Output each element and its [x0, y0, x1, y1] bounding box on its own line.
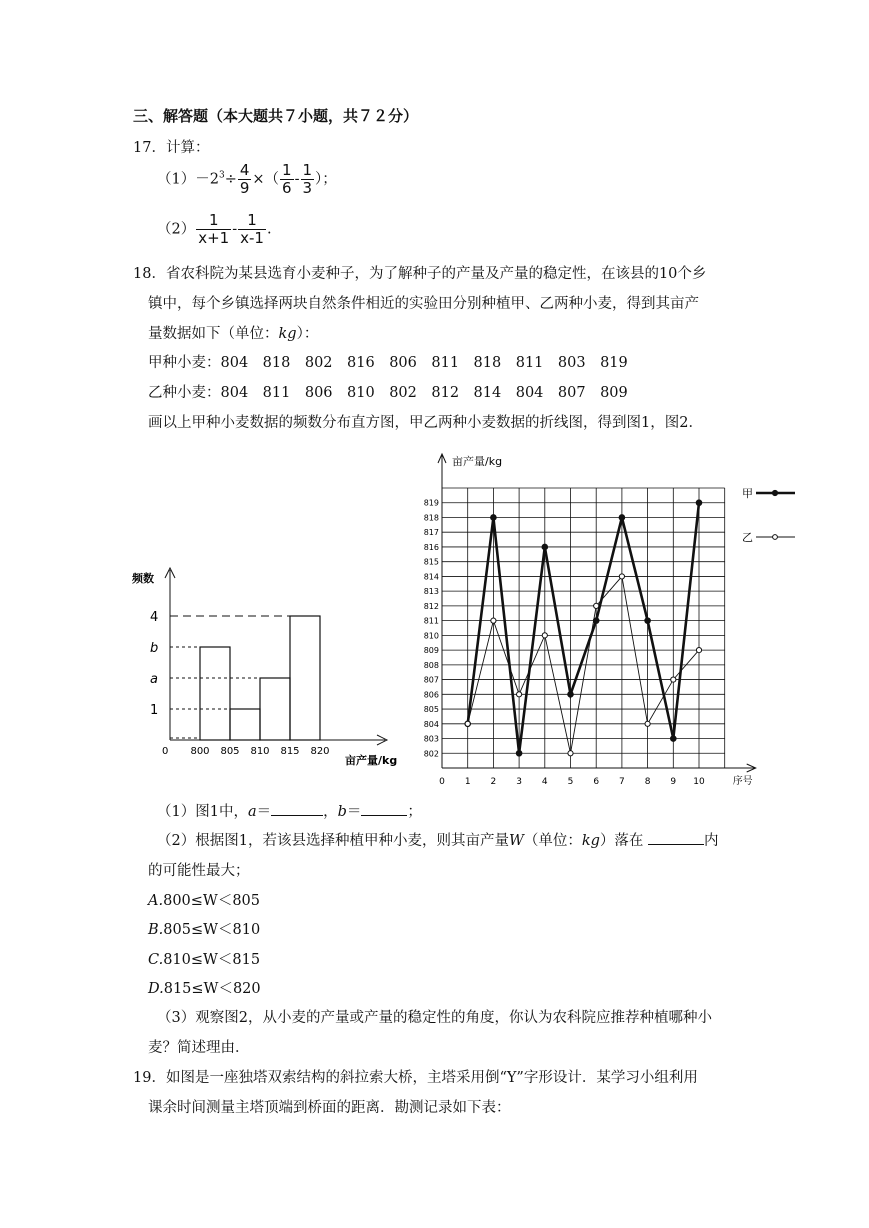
- y-tick-label: 816: [423, 542, 439, 552]
- y-tick-label: a: [150, 672, 158, 687]
- data-point-yi: [594, 603, 599, 608]
- series-line-jia: [468, 503, 699, 754]
- answer-blank-a[interactable]: [271, 814, 323, 816]
- y-tick-label: 809: [423, 646, 439, 656]
- y-tick-label: 815: [423, 557, 439, 567]
- histogram-bar: [290, 616, 320, 740]
- data-point-yi: [542, 633, 547, 638]
- option-b[interactable]: B.805≤W＜810: [148, 922, 261, 938]
- x-tick-label: 9: [670, 777, 677, 787]
- q17-p1-times: ×（: [252, 171, 280, 188]
- data-point-jia: [593, 618, 599, 624]
- data-point-jia: [516, 750, 522, 756]
- y-tick-label: 804: [423, 719, 439, 729]
- y-tick-label: b: [150, 641, 159, 656]
- y-tick-label: 808: [423, 660, 439, 670]
- option-d[interactable]: D.815≤W＜820: [148, 981, 261, 997]
- data-point-yi: [491, 618, 496, 623]
- q19-line2: 课余时间测量主塔顶端到桥面的距离．勘测记录如下表：: [148, 1100, 511, 1116]
- q17-part1: [157, 162, 337, 197]
- x-tick-label: 7: [619, 777, 625, 787]
- data-point-jia: [696, 500, 702, 506]
- y-tick-label: 805: [423, 705, 439, 715]
- q19-line1: 19．如图是一座独塔双索结构的斜拉索大桥，主塔采用倒“Y”字形设计．某学习小组利用: [133, 1070, 698, 1086]
- q17-p2-minus: -: [232, 221, 238, 238]
- q18-line2: 镇中，每个乡镇选择两块自然条件相近的实验田分别种植甲、乙两种小麦，得到其亩产: [148, 296, 699, 312]
- section-title: 三、解答题（本大题共７小题，共７２分）: [133, 107, 419, 125]
- x-axis-label: 序号: [732, 776, 753, 787]
- y-tick-label: 814: [423, 572, 439, 582]
- fraction-1-6: $\frac{1}{6}$: [282, 161, 292, 197]
- x-tick-label: 805: [220, 746, 240, 757]
- option-c[interactable]: C.810≤W＜815: [148, 952, 261, 968]
- data-point-yi: [619, 574, 624, 579]
- fraction-1-xminus1: $\frac{1}{x-1}$: [240, 211, 264, 247]
- data-point-jia: [542, 544, 548, 550]
- x-tick-label: 0: [162, 746, 169, 757]
- line-chart-figure-2: [420, 450, 805, 787]
- data-point-yi: [465, 721, 470, 726]
- data-point-jia: [491, 515, 497, 521]
- y-tick-label: 4: [150, 610, 159, 625]
- q18-sub3-line1: （3）观察图2，从小麦的产量或产量的稳定性的角度，你认为农科院应推荐种植哪种小: [157, 1010, 712, 1026]
- q18-line1: 18．省农科院为某县选育小麦种子，为了解种子的产量及产量的稳定性，在该县的10个乡: [133, 266, 707, 282]
- x-tick-label: 3: [516, 777, 522, 787]
- x-tick-label: 820: [310, 746, 330, 757]
- x-tick-label: 10: [693, 777, 705, 787]
- data-point-jia: [645, 618, 651, 624]
- fraction-4-9: $\frac{4}{9}$: [239, 161, 250, 197]
- data-point-jia: [568, 692, 574, 698]
- legend-label-jia: 甲: [742, 487, 753, 500]
- x-tick-label: 0: [439, 777, 445, 787]
- histogram-bar: [200, 647, 230, 740]
- q18-line3: 量数据如下（单位：kg）：: [148, 326, 319, 342]
- x-tick-label: 8: [644, 777, 651, 787]
- legend-marker-yi: [773, 535, 778, 540]
- q17-p2-end: .: [266, 221, 272, 238]
- fraction-1-xplus1: $\frac{1}{x+1}$: [198, 211, 230, 247]
- q17-p1-prefix: （1）－2: [157, 171, 219, 188]
- q17-p2-prefix: （2）: [157, 221, 196, 238]
- answer-blank-b[interactable]: [361, 814, 407, 816]
- q17-p1-end: ）；: [315, 171, 337, 188]
- q18-sub3-line2: 麦？简述理由．: [148, 1040, 250, 1056]
- x-tick-label: 800: [190, 746, 210, 757]
- q18-sub2: （2）根据图1，若该县选择种植甲种小麦，则其亩产量W（单位：kg）落在 内: [157, 833, 719, 849]
- x-tick-label: 4: [541, 777, 548, 787]
- y-tick-label: 803: [423, 734, 439, 744]
- y-axis-label: 频数: [132, 572, 154, 585]
- histogram-bar: [230, 709, 260, 740]
- x-tick-label: 2: [490, 777, 497, 787]
- q17-p1-div: ÷: [224, 171, 237, 188]
- y-tick-label: 811: [423, 616, 439, 626]
- data-point-yi: [696, 648, 701, 653]
- y-tick-label: 812: [423, 601, 439, 611]
- jia-data-line: 甲种小麦：804 818 802 816 806 811 818 811 803 819: [148, 355, 628, 371]
- y-tick-label: 806: [423, 690, 439, 700]
- data-point-yi: [517, 692, 522, 697]
- data-point-yi: [568, 751, 573, 756]
- y-tick-label: 802: [423, 749, 439, 759]
- y-tick-label: 813: [423, 587, 439, 597]
- yi-data-line: 乙种小麦：804 811 806 810 802 812 814 804 807 809: [148, 385, 628, 401]
- q17-p1-exp: 3: [218, 170, 225, 181]
- y-tick-label: 817: [423, 528, 439, 538]
- data-point-jia: [671, 736, 677, 742]
- y-tick-label: 819: [423, 498, 439, 508]
- x-tick-label: 1: [464, 777, 471, 787]
- q17-label: 17．计算：: [133, 140, 210, 156]
- x-tick-label: 6: [593, 777, 600, 787]
- y-axis-label: 亩产量/kg: [452, 455, 503, 468]
- x-axis-label: 亩产量/kg: [345, 754, 398, 767]
- y-tick-label: 810: [423, 631, 439, 641]
- fraction-1-3: $\frac{1}{3}$: [302, 161, 313, 197]
- legend-label-yi: 乙: [742, 531, 753, 544]
- q18-sub1: （1）图1中，a＝ ，b＝ ；: [157, 804, 422, 820]
- q17-part2: [157, 212, 272, 247]
- y-tick-label: 818: [423, 513, 439, 523]
- legend-marker-jia: [772, 490, 777, 495]
- option-a[interactable]: A.800≤W＜805: [148, 893, 260, 909]
- y-tick-label: 807: [423, 675, 439, 685]
- data-point-yi: [645, 721, 650, 726]
- data-point-jia: [619, 515, 625, 521]
- x-tick-label: 815: [280, 746, 300, 757]
- x-tick-label: 810: [250, 746, 270, 757]
- q18-sub2-line2: 的可能性最大；: [148, 863, 250, 879]
- q17-p1-minus: -: [294, 171, 300, 188]
- x-tick-label: 5: [567, 777, 574, 787]
- answer-blank-range[interactable]: [648, 843, 704, 845]
- q18-figure-intro: 画以上甲种小麦数据的频数分布直方图，甲乙两种小麦数据的折线图，得到图1，图2．: [148, 415, 703, 431]
- data-point-yi: [671, 677, 676, 682]
- histogram-bar: [260, 678, 290, 740]
- y-tick-label: 1: [150, 703, 159, 718]
- histogram-figure-1: [130, 560, 415, 775]
